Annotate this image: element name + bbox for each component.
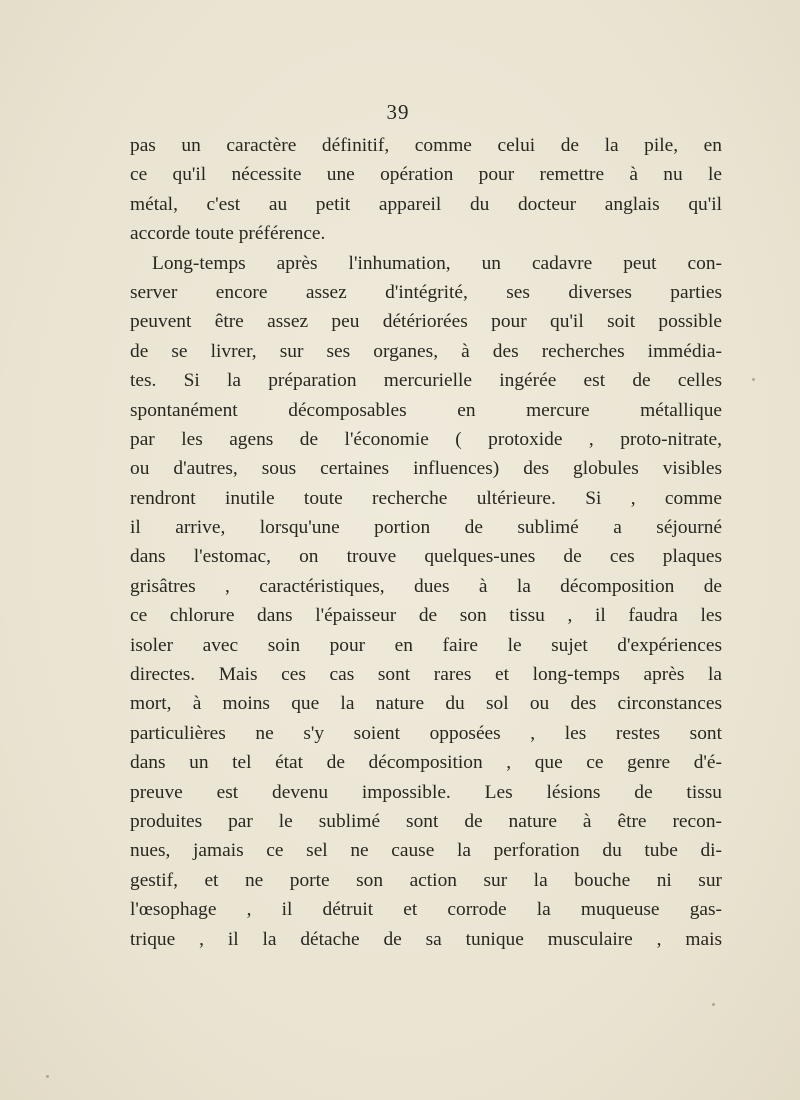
- text-line: accorde toute préférence.: [130, 223, 326, 245]
- text-line: gestif, et ne porte son action sur la bouche ni sur: [130, 869, 722, 891]
- text-line: pas un caractère définitif, comme celui de la pile, en: [130, 135, 722, 156]
- text-line: grisâtres , caractéristiques, dues à la décomposition de: [130, 575, 722, 597]
- text-line: dans l'estomac, on trouve quelques-unes de ces plaques: [130, 546, 722, 568]
- paper-speck: [712, 1003, 715, 1006]
- text-line: preuve est devenu impossible. Les lésions de tissu: [130, 781, 722, 803]
- text-line: il arrive, lorsqu'une portion de sublimé a séjourné: [130, 517, 722, 539]
- text-line: nues, jamais ce sel ne cause la perforation du tube di-: [130, 840, 722, 862]
- text-line: tes. Si la préparation mercurielle ingérée est de celles: [130, 370, 722, 392]
- text-line: par les agens de l'économie ( protoxide , proto-nitrate,: [130, 428, 722, 450]
- text-line: de se livrer, sur ses organes, à des recherches immédia-: [130, 340, 722, 362]
- text-line: dans un tel état de décomposition , que ce genre d'é-: [130, 752, 722, 774]
- page-number: 39: [386, 100, 410, 124]
- text-line: server encore assez d'intégrité, ses diverses parties: [130, 281, 722, 303]
- text-line: trique , il la détache de sa tunique musculaire , mais: [130, 928, 722, 950]
- text-line: Long-temps après l'inhumation, un cadavre peut con-: [152, 252, 722, 274]
- text-line: l'œsophage , il détruit et corrode la muqueuse gas-: [130, 899, 722, 921]
- text-line: ou d'autres, sous certaines influences) des globules visibles: [130, 458, 722, 480]
- text-line: spontanément décomposables en mercure métallique: [130, 399, 722, 421]
- text-line: ce qu'il nécessite une opération pour remettre à nu le: [130, 164, 722, 186]
- text-line: particulières ne s'y soient opposées , les restes sont: [130, 722, 722, 744]
- paper-speck: [752, 378, 755, 381]
- text-line: produites par le sublimé sont de nature à être recon-: [130, 810, 722, 832]
- text-line: rendront inutile toute recherche ultérieure. Si , comme: [130, 487, 722, 509]
- text-line: métal, c'est au petit appareil du docteur anglais qu'il: [130, 193, 722, 215]
- text-line: isoler avec soin pour en faire le sujet d'expériences: [130, 634, 722, 656]
- paper-speck: [46, 1075, 49, 1078]
- text-line: mort, à moins que la nature du sol ou des circonstances: [130, 693, 722, 715]
- text-line: ce chlorure dans l'épaisseur de son tissu , il faudra les: [130, 605, 722, 627]
- text-line: directes. Mais ces cas sont rares et long-temps après la: [130, 664, 722, 686]
- text-line: peuvent être assez peu détériorées pour qu'il soit possible: [130, 311, 722, 333]
- body-text: [130, 131, 722, 954]
